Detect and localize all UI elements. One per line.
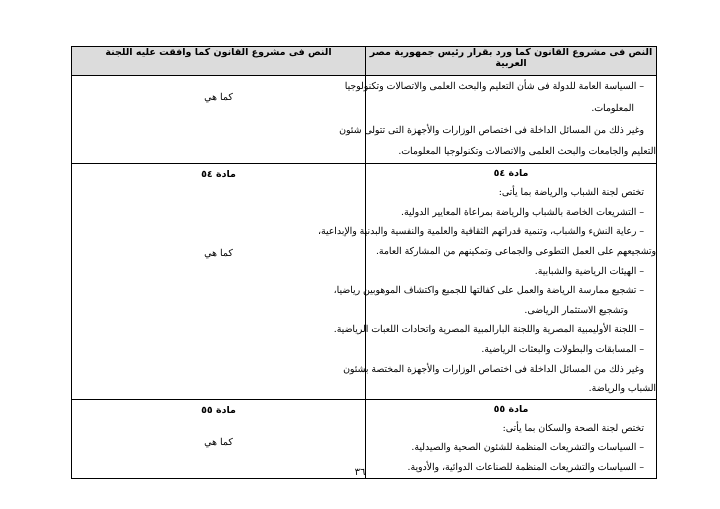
article-title: مادة ٥٥ [493,403,529,415]
bill-text-cell [339,76,657,164]
committee-text-header: النص فى مشروع القانون كما وافقت عليه اللجنة [72,47,366,76]
text-line: – المسابقات والبطولات والبعثات الرياضية. [481,343,644,355]
text-line: وغير ذلك من المسائل الداخلة فى اختصاص الوزارات والأجهزة المختصة بشئون [343,363,644,375]
table-row [72,164,657,400]
text-line: – رعاية النشء والشباب، وتنمية قدراتهم الثقافية والعلمية والنفسية والبدنية والإبداعية، [317,226,644,238]
header-row [72,47,657,76]
text-line: وتشجيعهم على العمل التطوعى والجماعى وتمكينهم من المشاركة العامة. [375,245,656,257]
article-title: مادة ٥٤ [201,169,236,181]
committee-text-cell [72,164,366,400]
text-line: – اللجنة الأوليمبية المصرية واللجنة البارالمبية المصرية واتحادات اللعبات الرياضية. [333,324,644,336]
as-is-label: كما هي [204,436,233,448]
text-line: – التشريعات الخاصة بالشباب والرياضة بمراعاة المعايير الدولية. [401,206,644,218]
text-line: – تشجيع ممارسة الرياضة والعمل على كفالتها للجميع واكتشاف الموهوبين رياضيا، [333,285,644,297]
bill-text-header: النص فى مشروع القانون كما ورد بقرار رئيس جمهورية مصر العربية [366,47,657,76]
text-line: – السياسات والتشريعات المنظمة للصناعات الدوائية، والأدوية. [407,461,644,473]
text-line: وتشجيع الاستثمار الرياضى. [524,304,628,316]
text-line: وغير ذلك من المسائل الداخلة فى اختصاص الوزارات والأجهزة التى تتولى شئون [339,124,644,136]
bill-text-cell [317,164,657,400]
as-is-label: كما هي [204,248,233,260]
text-line: – السياسة العامة للدولة فى شأن التعليم والبحث العلمى والاتصالات وتكنولوجيا [344,81,644,92]
text-line: – السياسات والتشريعات المنظمة للشئون الصحية والصيدلية. [411,442,644,454]
page-number: ٣٦ [354,467,366,478]
text-line: التعليم والجامعات والبحث العلمى والاتصالات وتكنولوجيا المعلومات. [398,146,656,158]
text-line: تختص لجنة الشباب والرياضة بما يأتى: [498,187,644,199]
text-line: الشباب والرياضة. [588,383,656,395]
committee-text-cell [72,76,366,164]
article-title: مادة ٥٤ [493,168,529,180]
comparison-table [71,46,657,479]
article-title: مادة ٥٥ [201,404,236,416]
table-row [72,76,657,164]
text-line: – الهيئات الرياضية والشبابية. [534,265,644,277]
text-line: تختص لجنة الصحة والسكان بما يأتى: [502,422,644,434]
as-is-label: كما هي [204,92,233,103]
text-line: المعلومات. [591,102,634,114]
